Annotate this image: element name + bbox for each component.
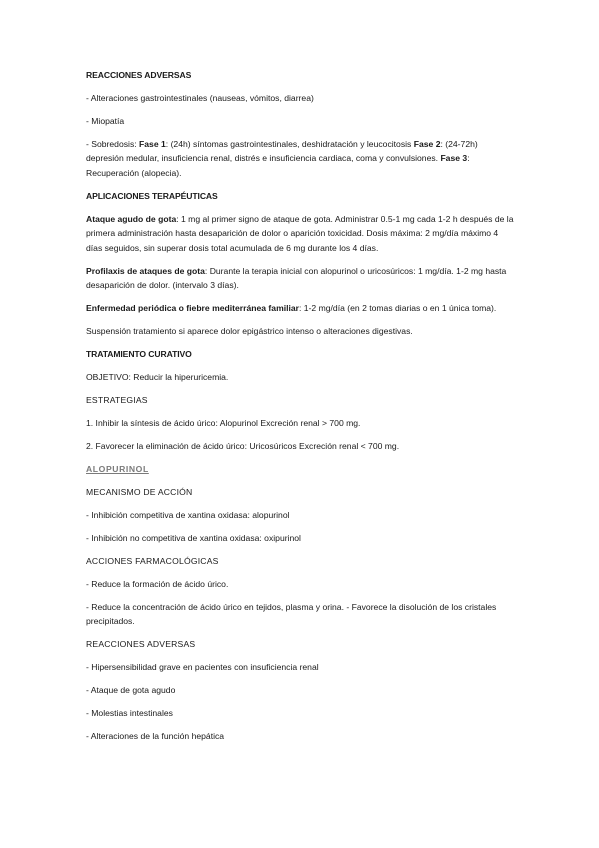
list-item: - Inhibición no competitiva de xantina oxidasa: oxipurinol (86, 533, 301, 544)
list-item: - Inhibición competitiva de xantina oxidasa: alopurinol (86, 510, 290, 521)
text-span: : 1-2 mg/día (en 2 tomas diarias o en 1 única toma). (299, 303, 497, 314)
list-item: - Reduce la concentración de ácido úrico en tejidos, plasma y orina. - Favorece la disolución de los cristales precipitados. (86, 602, 497, 627)
paragraph: Suspensión tratamiento si aparece dolor epigástrico intenso o alteraciones digestivas. (86, 326, 413, 337)
fase-label: Fase 2 (413, 139, 441, 149)
subheading: ACCIONES FARMACOLÓGICAS (86, 556, 219, 567)
list-item: - Molestias intestinales (86, 708, 173, 719)
section-heading-alopurinol: ALOPURINOL (86, 464, 149, 475)
text-span: : (24h) síntomas gastrointestinales, deshidratación y leucocitosis (165, 139, 414, 149)
term-label: Profilaxis de ataques de gota (86, 265, 205, 276)
list-item: - Miopatía (86, 116, 125, 126)
list-item: - Reduce la formación de ácido úrico. (86, 579, 229, 590)
paragraph (86, 264, 516, 293)
term-label: Ataque agudo de gota (86, 213, 177, 224)
text-span: : 1 mg al primer signo de ataque de gota. Administrar 0.5-1 mg cada 1-2 h después de la primera administración hasta desaparición de dolor o aparición toxicidad. Dosis máxima: 2 mg/día máximo 4 días seguidos, sin superar dosis total acumulada de 6 mg durante los 4 días. (86, 213, 514, 253)
subheading: MECANISMO DE ACCIÓN (86, 487, 193, 498)
list-item: - Alteraciones de la función hepática (86, 731, 225, 742)
text-span: : Durante la terapia inicial con alopurinol o uricosúricos: 1 mg/día. 1-2 mg hasta desaparición de dolor. (intervalo 3 días). (86, 265, 507, 291)
section-heading-aplicaciones: APLICACIONES TERAPÉUTICAS (86, 190, 218, 201)
text-span: : (24-72h) depresión medular, insuficiencia renal, distrés e insuficiencia cardiaca, coma y convulsiones. (86, 139, 478, 164)
list-item: - Alteraciones gastrointestinales (nauseas, vómitos, diarrea) (86, 93, 314, 103)
list-item: - Ataque de gota agudo (86, 685, 176, 696)
list-item: - Hipersensibilidad grave en pacientes con insuficiencia renal (86, 662, 319, 673)
text-span: : Recuperación (alopecia). (86, 153, 470, 178)
list-item: 1. Inhibir la síntesis de ácido úrico: Alopurinol Excreción renal > 700 mg. (86, 418, 361, 429)
term-label: Enfermedad periódica o fiebre mediterránea familiar (86, 303, 300, 314)
paragraph (86, 301, 516, 315)
fase-label: Fase 1 (139, 139, 166, 149)
paragraph (86, 212, 516, 255)
text-span: - Sobredosis: (86, 139, 140, 149)
list-item: 2. Favorecer la eliminación de ácido úrico: Uricosúricos Excreción renal < 700 mg. (86, 441, 400, 452)
document-page (86, 68, 516, 752)
sobredosis-paragraph (86, 137, 516, 180)
subheading: ESTRATEGIAS (86, 395, 148, 406)
section-heading-reacciones-adversas: REACCIONES ADVERSAS (86, 70, 192, 80)
section-heading-tratamiento: TRATAMIENTO CURATIVO (86, 349, 192, 360)
subheading: REACCIONES ADVERSAS (86, 639, 196, 650)
fase-label: Fase 3 (440, 153, 468, 164)
paragraph: OBJETIVO: Reducir la hiperuricemia. (86, 372, 229, 383)
